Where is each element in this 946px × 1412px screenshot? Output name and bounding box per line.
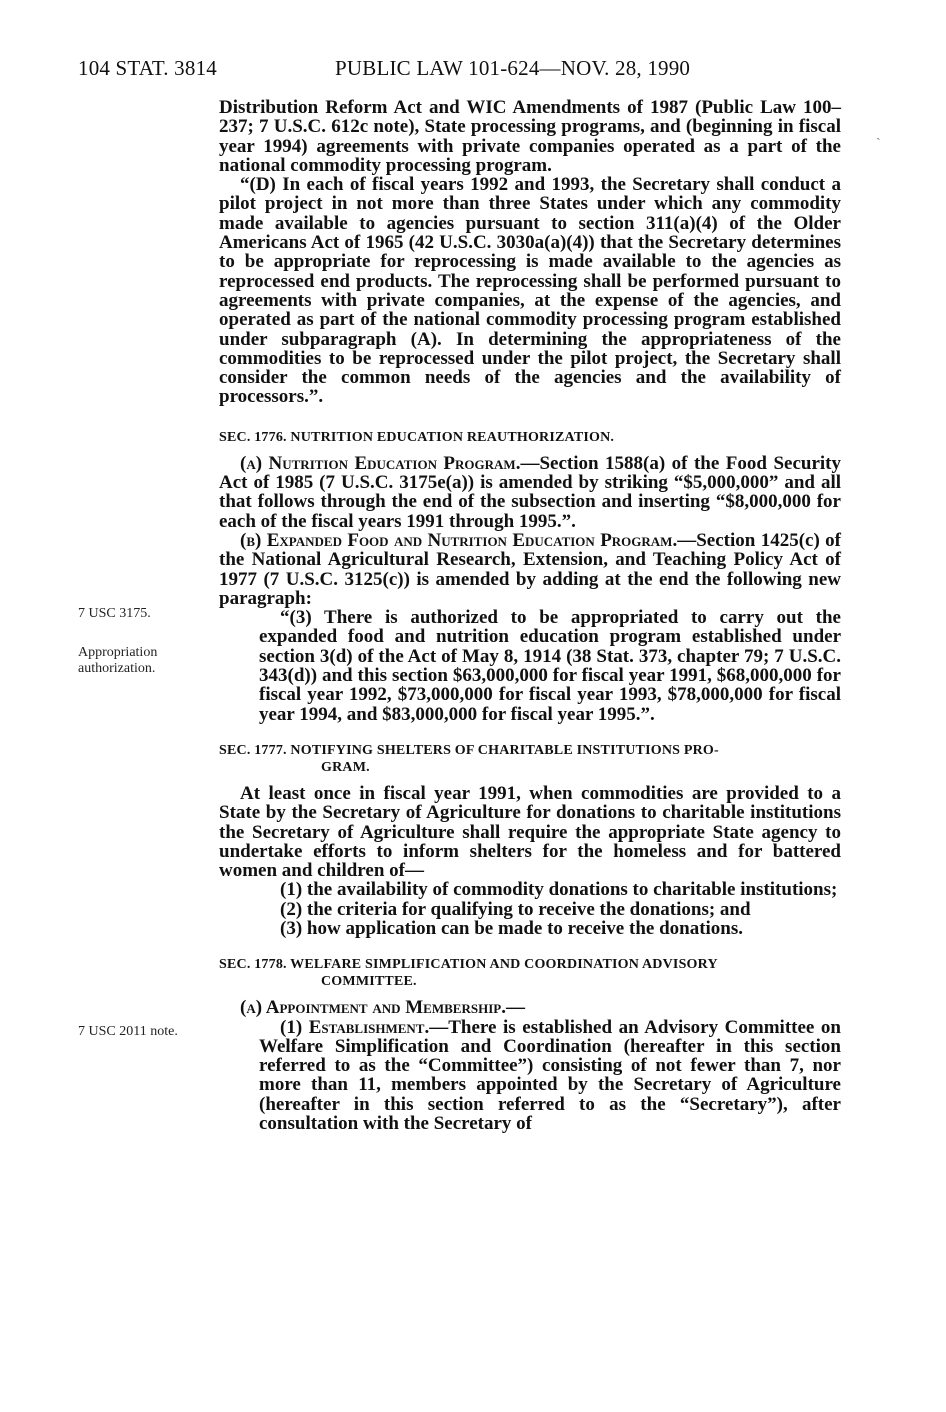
paragraph-d: “(D) In each of fiscal years 1992 and 1993, the Secretary shall conduct a pilot project in not more than three States under which any commodity made available to agencies pursuant to section 311(a)(4) of the Older Americans Act of 1965 (42 U.S.C. 3030a(a)(4)) that the Secretary determines to be appropriate for reprocessing is made available to the agencies as reprocessed end products. The reprocessing shall be performed pursuant to agreements with private companies, at the expense of the agencies, and operated as part of the national commodity processing program established under subparagraph (A). In determining the appropriateness of the commodities to be reprocessed under the pilot project, the Secretary shall consider the common needs of the agencies and the availability of processors.”. [219, 174, 841, 408]
section-1776-a-label: (a) Nutrition Education Program. [240, 452, 521, 474]
section-1777-item-3: (3) how application can be made to receive the donations. [280, 917, 744, 939]
margin-note-usc-3175: 7 USC 3175. [78, 606, 151, 621]
section-1777-item-2: (2) the criteria for qualifying to receive the donations; and [280, 898, 751, 920]
section-1777-item-1: (1) the availability of commodity donations to charitable institutions; [280, 879, 838, 901]
section-1776-b-quote: “(3) There is authorized to be appropriated to carry out the expanded food and nutrition education program established under section 3(d) of the Act of May 8, 1914 (38 Stat. 373, chapter 79; 7 U.S.C. 343(d)) and this section $63,000,000 for fiscal year 1991, $68,000,000 for fiscal year 1992, $73,000,000 for fiscal year 1993, $78,000,000 for fiscal year 1994, and $83,000,000 for fiscal year 1995.”. [259, 607, 841, 725]
margin-note-usc-2011: 7 USC 2011 note. [78, 1024, 178, 1039]
section-1776-a-text: —Section 1588(a) of the Food Security Act of 1985 (7 U.S.C. 3175e(a)) is amended by striking “$5,000,000” and all that follows through the end of the subsection and inserting “$8,000,000 for each of the fiscal years 1991 through 1995.”. [219, 452, 841, 532]
margin-note-appropriation [78, 645, 157, 677]
section-1776-b-text: —Section 1425(c) of the National Agricultural Research, Extension, and Teaching Policy Act of 1977 (7 U.S.C. 3125(c)) is amended by adding at the end the following new paragraph: [219, 529, 841, 609]
section-1777-heading-line2: GRAM. [321, 759, 370, 775]
section-1778-p1-label: (1) Establishment. [280, 1016, 430, 1038]
section-1778-heading-line1: SEC. 1778. WELFARE SIMPLIFICATION AND COORDINATION ADVISORY [219, 957, 718, 973]
page-number: 104 STAT. 3814 [78, 56, 217, 80]
margin-note-appropriation-line2: authorization. [78, 661, 156, 676]
section-1776-a [219, 454, 841, 531]
document-body [219, 98, 841, 1133]
stray-mark: ˎ [876, 126, 881, 141]
section-1776-b-label: (b) Expanded Food and Nutrition Education Program. [240, 529, 678, 551]
paragraph-continued: Distribution Reform Act and WIC Amendments of 1987 (Public Law 100–237; 7 U.S.C. 612c note), State processing programs, and (beginning in fiscal year 1994) agreements with private companies operated as a part of the national commodity processing program. [219, 97, 841, 176]
section-1777-heading [219, 742, 841, 776]
section-1778-paragraph-block [259, 1018, 841, 1134]
section-1778-p1-text: —There is established an Advisory Committee on Welfare Simplification and Coordination (hereafter in this section referred to as the “Committee”) consisting of not fewer than 7, nor more than 11, members appointed by the Secretary of Agriculture (hereafter in this section referred to as the “Secretary”), after consultation with the Secretary of [259, 1016, 841, 1135]
section-1778-heading-line2: COMMITTEE. [321, 974, 417, 990]
section-1778-paragraph-1 [259, 1018, 841, 1134]
running-header: PUBLIC LAW 101-624—NOV. 28, 1990 [335, 56, 691, 80]
section-1776-heading: SEC. 1776. NUTRITION EDUCATION REAUTHORIZATION. [219, 429, 615, 445]
section-1778-heading [219, 956, 841, 990]
section-1778-a [219, 998, 841, 1017]
section-1777-heading-line1: SEC. 1777. NOTIFYING SHELTERS OF CHARITABLE INSTITUTIONS PRO- [219, 742, 719, 758]
section-1777-intro: At least once in fiscal year 1991, when commodities are provided to a State by the Secretary of Agriculture for donations to charitable institutions the Secretary of Agriculture shall require the appropriate State agency to undertake efforts to inform shelters for the homeless and for battered women and children of— [219, 782, 841, 882]
margin-note-appropriation-line1: Appropriation [78, 645, 158, 660]
section-1776-b [219, 531, 841, 608]
section-1776-b-quote-block [259, 608, 841, 724]
section-1778-a-label: (a) Appointment and Membership.— [240, 997, 525, 1019]
